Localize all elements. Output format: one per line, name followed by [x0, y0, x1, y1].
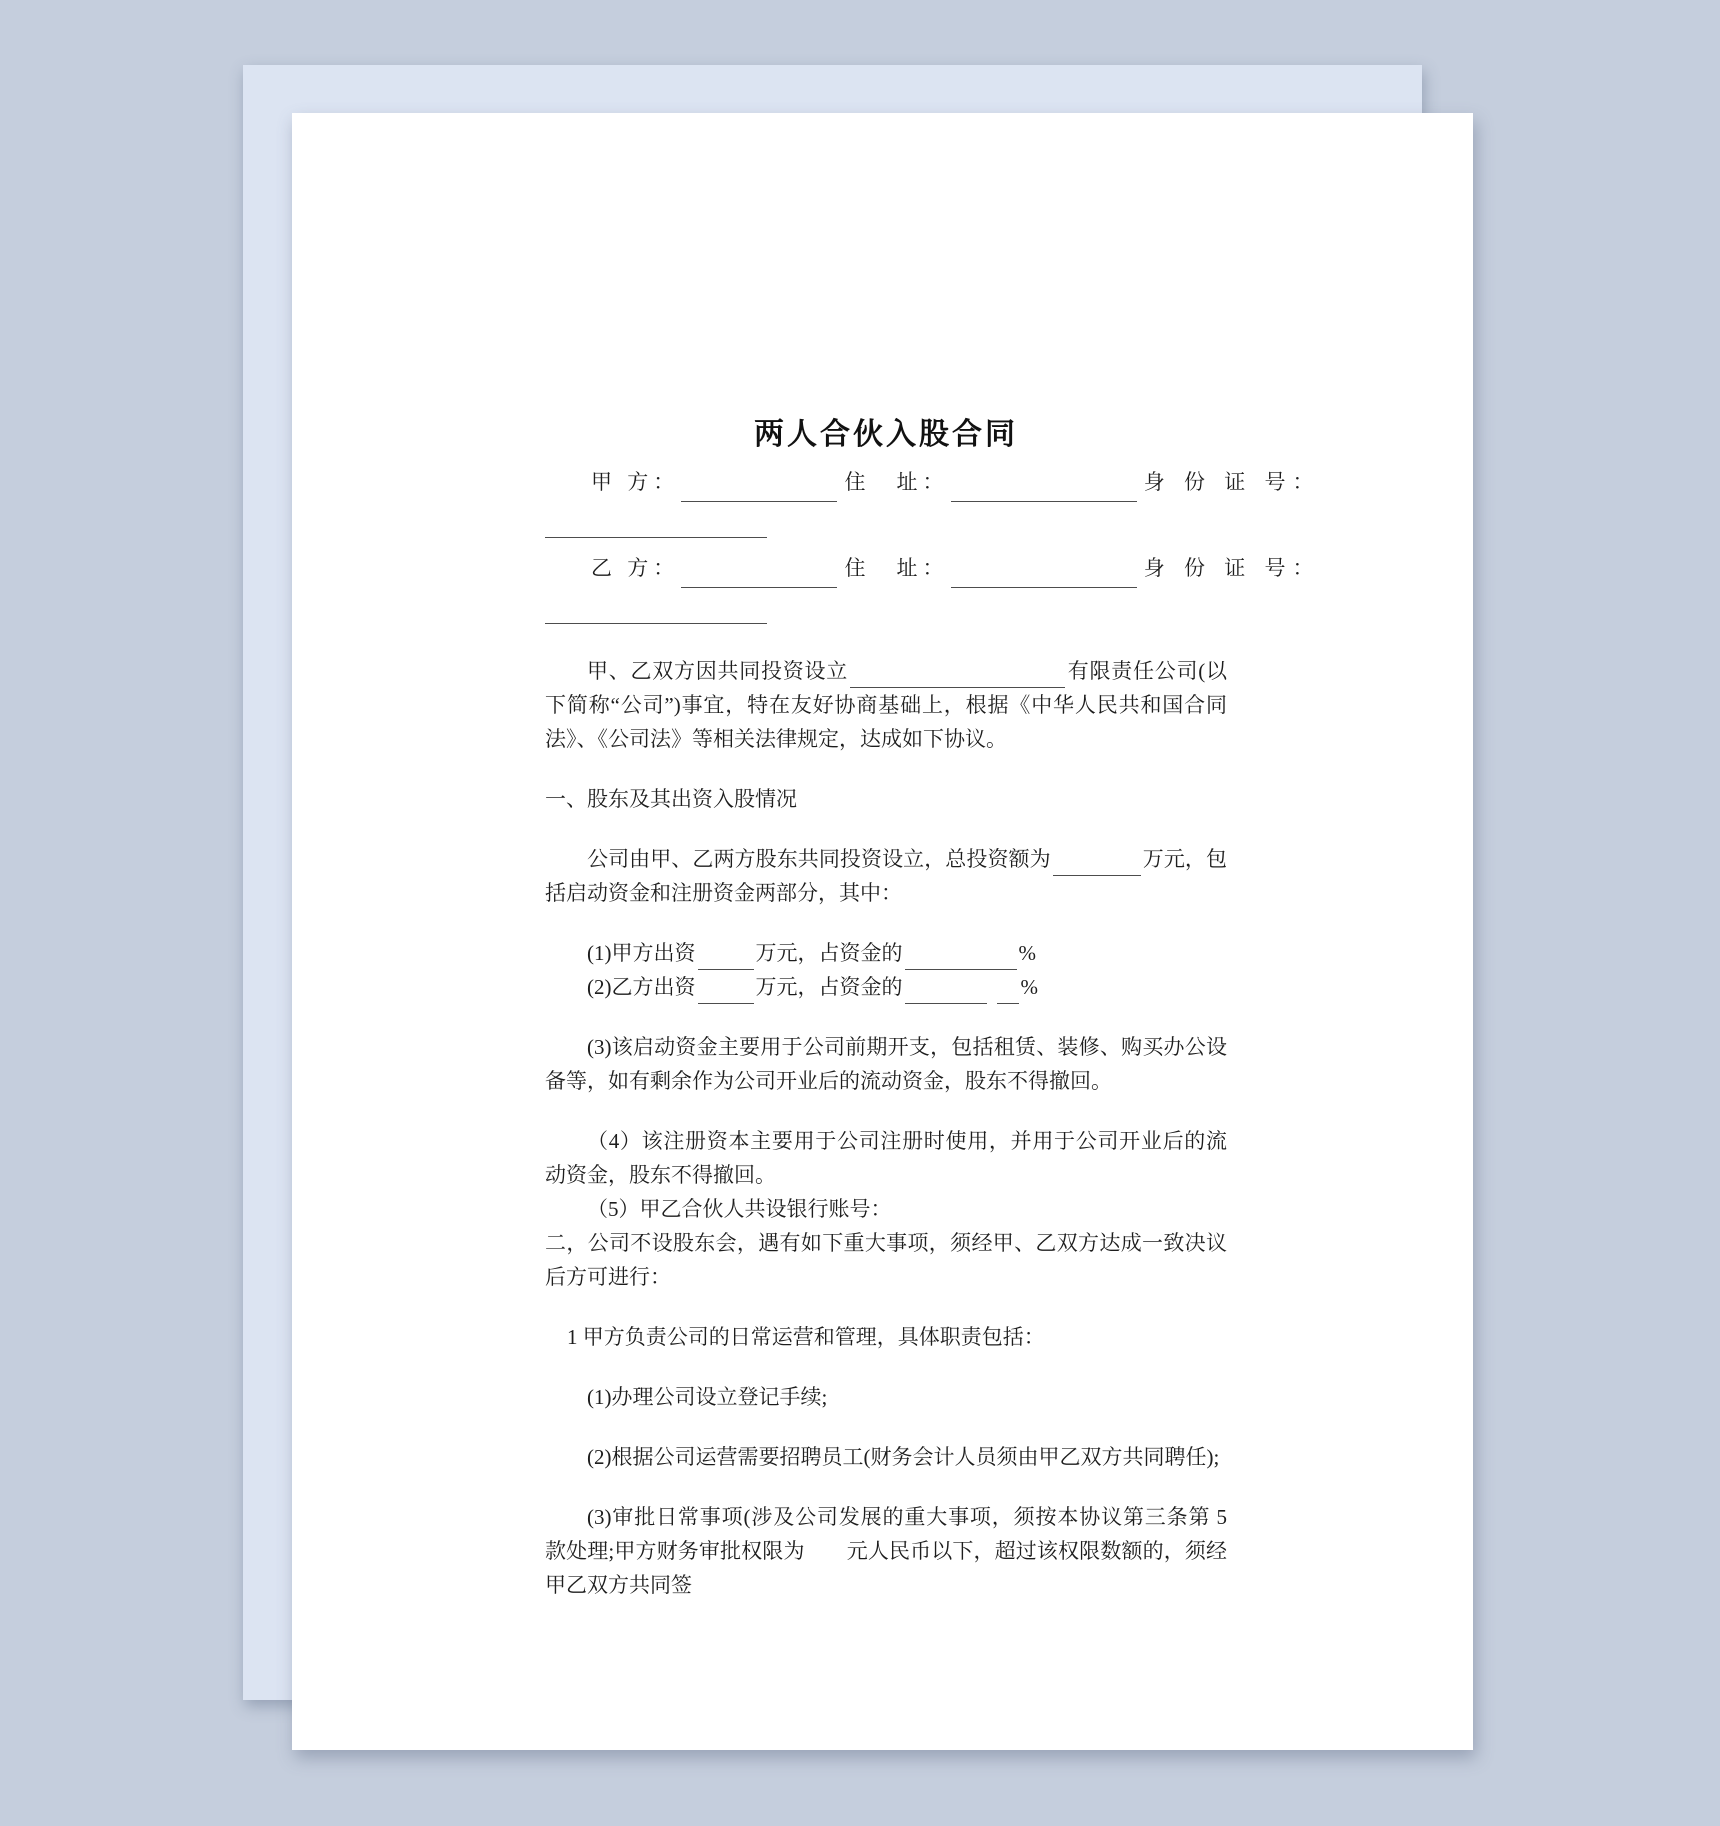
document-title: 两人合伙入股合同: [754, 418, 1018, 451]
bank-account-line: （5）甲乙合伙人共设银行账号：: [587, 1197, 892, 1221]
contract-content: [292, 113, 1473, 1750]
item1-text-mid: 万元，占资金的: [755, 941, 903, 965]
duty-item-3: [545, 1500, 1227, 1602]
party-a-row: [545, 462, 1321, 502]
item2-text-mid: 万元，占资金的: [755, 975, 903, 999]
party-b-row: [545, 548, 1321, 588]
party-b-id-blank: [545, 600, 767, 624]
total-investment-blank: [1053, 852, 1141, 876]
party-a-address-blank: [951, 478, 1137, 502]
startup-funds-paragraph: (3)该启动资金主要用于公司前期开支，包括租赁、装修、购买办公设备等，如有剩余作为公司开业后的流动资金，股东不得撤回。: [545, 1035, 1227, 1093]
intro-paragraph: [545, 654, 1227, 756]
investment-text-after: 万元，包括启动资金和注册资金两部分，其中：: [545, 847, 1228, 905]
party-a-percent-blank: [905, 946, 1017, 970]
item2-percent-sign: %: [1020, 975, 1038, 999]
investment-paragraph: [545, 842, 1227, 910]
item1-text-pre: (1)甲方出资: [587, 941, 696, 965]
contract-page: [292, 113, 1473, 1750]
party-a-address-label: 住 址：: [844, 470, 949, 494]
item1-percent-sign: %: [1018, 941, 1036, 965]
investment-text-before: 公司由甲、乙两方股东共同投资设立，总投资额为: [587, 847, 1051, 871]
party-b-id-blank-line: [545, 588, 1227, 624]
company-name-blank: [850, 664, 1065, 688]
party-b-percent-blank-2: [997, 980, 1019, 1004]
party-b-percent-blank-1: [905, 980, 987, 1004]
party-b-name-blank: [681, 564, 837, 588]
duties-intro-line: 1 甲方负责公司的日常运营和管理，具体职责包括：: [567, 1325, 1045, 1349]
party-a-label: 甲 方：: [591, 470, 680, 494]
contribution-item-a: [545, 936, 1227, 970]
intro-text-before: 甲、乙双方因共同投资设立: [587, 659, 848, 683]
section2-paragraph: 二，公司不设股东会，遇有如下重大事项，须经甲、乙双方达成一致决议后方可进行：: [545, 1231, 1227, 1289]
party-a-id-blank-line: [545, 502, 1227, 538]
duty3-text-before: (3)审批日常事项(涉及公司发展的重大事项，须按本协议第三条第 5 款处理;甲方财务审批权限为: [545, 1505, 1227, 1563]
party-b-address-blank: [951, 564, 1137, 588]
party-b-label: 乙 方：: [591, 556, 680, 580]
party-a-amount-blank: [698, 946, 754, 970]
contribution-item-b: [545, 970, 1227, 1004]
section1-heading: 一、股东及其出资入股情况: [545, 787, 797, 811]
intro-text-after: 有限责任公司(以下简称“公司”)事宜，特在友好协商基础上，根据《中华人民共和国合同法》、《公司法》等相关法律规定，达成如下协议。: [545, 659, 1227, 751]
party-b-id-label: 身 份 证 号：: [1143, 556, 1321, 580]
item2-text-pre: (2)乙方出资: [587, 975, 696, 999]
duty-item-1: (1)办理公司设立登记手续;: [587, 1385, 828, 1409]
party-b-amount-blank: [698, 980, 754, 1004]
party-a-id-label: 身 份 证 号：: [1143, 470, 1321, 494]
duty3-text-after: 元人民币以下，超过该权限数额的，须经甲乙双方共同签: [545, 1539, 1227, 1597]
party-b-address-label: 住 址：: [844, 556, 949, 580]
party-a-id-blank: [545, 514, 767, 538]
duty-item-2: (2)根据公司运营需要招聘员工(财务会计人员须由甲乙双方共同聘任);: [587, 1445, 1220, 1469]
registered-capital-paragraph: （4）该注册资本主要用于公司注册时使用，并用于公司开业后的流动资金，股东不得撤回。: [545, 1129, 1227, 1187]
party-a-name-blank: [681, 478, 837, 502]
